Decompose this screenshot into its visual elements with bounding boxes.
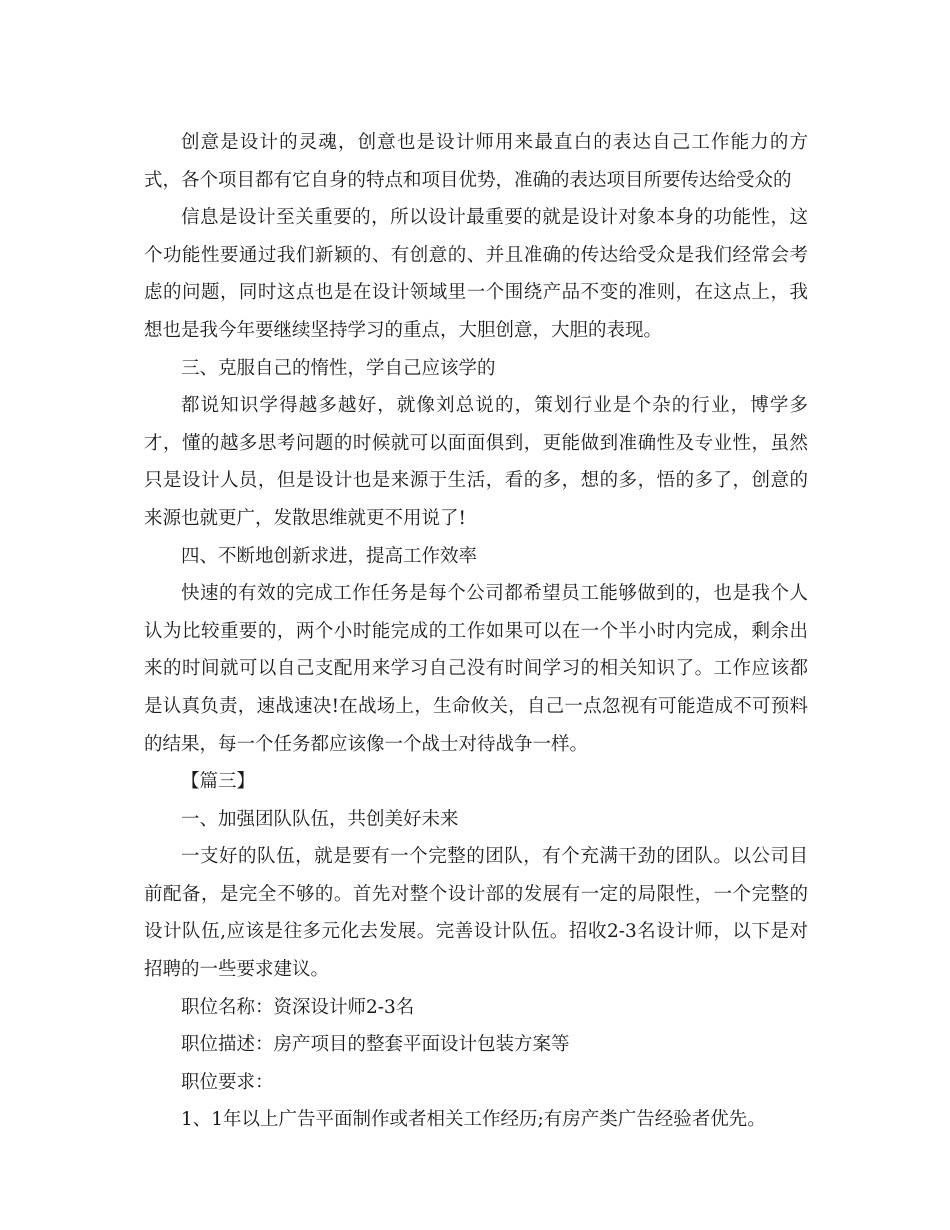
job-requirement-item: 1、1年以上广告平面制作或者相关工作经历;有房产类广告经验者优先。 xyxy=(181,1109,766,1131)
heading-overcome-laziness: 三、克服自己的惰性，学自己应该学的 xyxy=(181,357,496,379)
section-title-part-three: 【篇三】 xyxy=(181,771,256,793)
document-page xyxy=(144,124,808,1139)
paragraph-information-importance: 信息是设计至关重要的，所以设计最重要的就是设计对象本身的功能性，这个功能性要通过我们新颖的、有创意的、并且准确的传达给受众是我们经常会考虑的问题，同时这点也是在设计领域里一个围绕产品不变的准则，在这点上，我想也是我今年要继续坚持学习的重点，大胆创意，大胆的表现。 xyxy=(144,207,808,341)
paragraph-efficiency: 快速的有效的完成工作任务是每个公司都希望员工能够做到的，也是我个人认为比较重要的，两个小时能完成的工作如果可以在一个半小时内完成，剩余出来的时间就可以自己支配用来学习自己没有时间学习的相关知识了。工作应该都是认真负责，速战速决!在战场上，生命攸关，自己一点忽视有可能造成不可预料的结果，每一个任务都应该像一个战士对待战争一样。 xyxy=(144,583,808,755)
paragraph-team: 一支好的队伍，就是要有一个完整的团队，有个充满干劲的团队。以公司目前配备，是完全不够的。首先对整个设计部的发展有一定的局限性，一个完整的设计队伍,应该是往多元化去发展。完善设计队伍。招收2-3名设计师，以下是对招聘的一些要求建议。 xyxy=(144,846,808,981)
job-requirements-label: 职位要求： xyxy=(181,1071,274,1093)
job-description-line: 职位描述：房产项目的整套平面设计包装方案等 xyxy=(181,1034,570,1056)
heading-strengthen-team: 一、加强团队队伍，共创美好未来 xyxy=(181,808,459,830)
paragraph-knowledge: 都说知识学得越多越好，就像刘总说的，策划行业是个杂的行业，博学多才，懂的越多思考问题的时候就可以面面俱到，更能做到准确性及专业性，虽然只是设计人员，但是设计也是来源于生活，看的多，想的多，悟的多了，创意的来源也就更广，发散思维就更不用说了! xyxy=(144,395,808,529)
paragraph-creativity-intro: 创意是设计的灵魂，创意也是设计师用来最直白的表达自己工作能力的方式，各个项目都有它自身的特点和项目优势，准确的表达项目所要传达给受众的 xyxy=(144,132,808,191)
job-title-line: 职位名称：资深设计师2-3名 xyxy=(181,996,415,1018)
heading-innovation-efficiency: 四、不断地创新求进，提高工作效率 xyxy=(181,545,478,567)
